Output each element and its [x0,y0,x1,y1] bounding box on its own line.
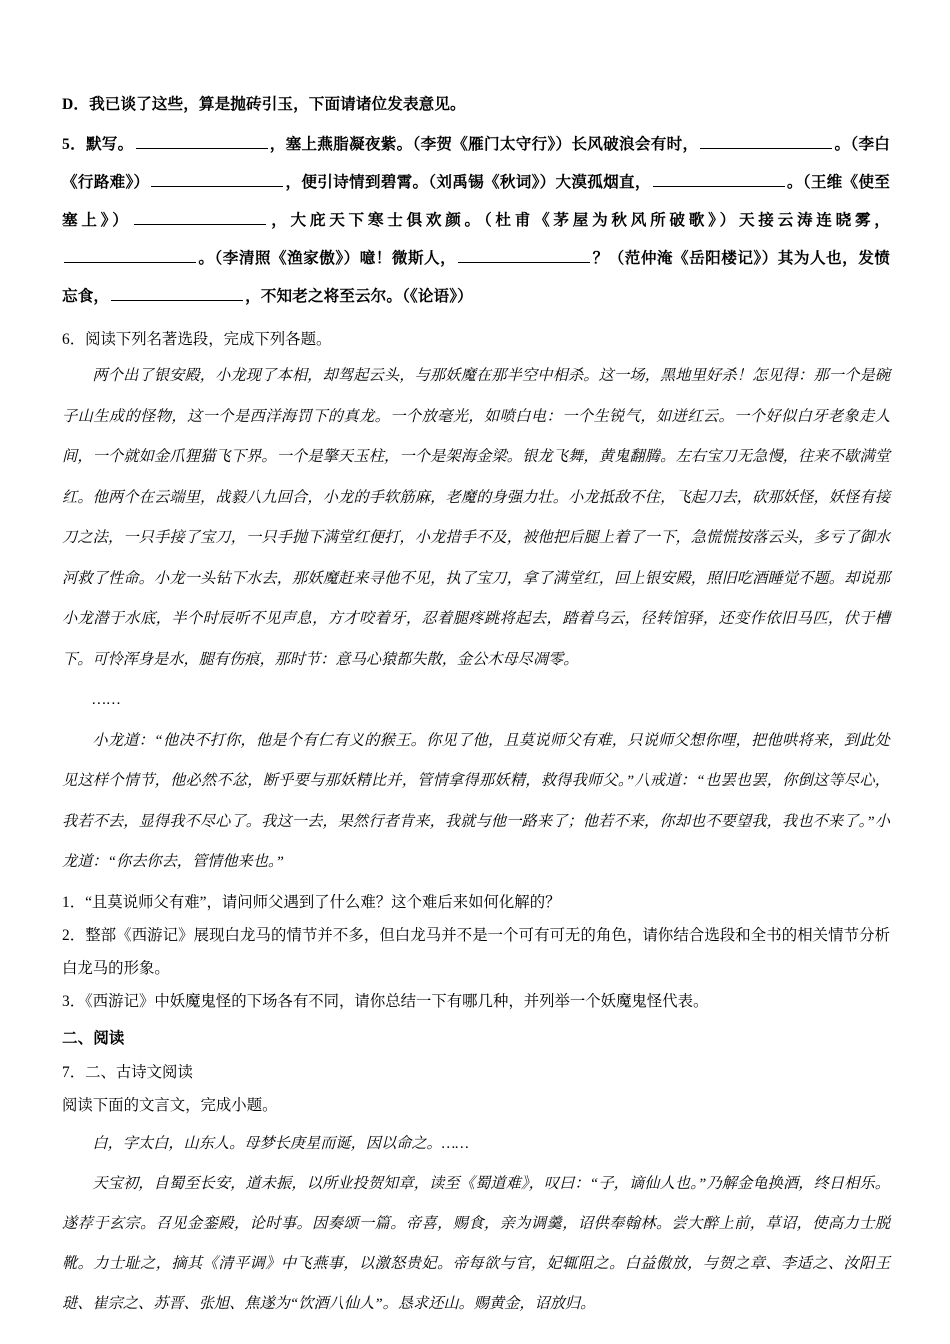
sub-question-3-number: 3． [62,992,86,1010]
sub-question-3-text: 《西游记》中妖魔鬼怪的下场各有不同，请你总结一下有哪几种，并列举一个妖魔鬼怪代表。 [85,992,709,1010]
choice-d-line [62,86,890,124]
question-7-heading-line [62,1056,890,1089]
question-6-passage-part-1: 两个出了银安殿，小龙现了本相，却驾起云头，与那妖魔在那半空中相杀。这一场，黑地里好杀！怎见得：那一个是碗子山生成的怪物，这一个是西洋海罚下的真龙。一个放毫光，如喷白电：一个生锐气，如迸红云。一个好似白牙老象走人间，一个就如金爪狸猫飞下界。一个是擎天玉柱，一个是架海金梁。银龙飞舞，黄鬼翻腾。左右宝刀无急慢，往来不歇满堂红。他两个在云端里，战毅八九回合，小龙的手软筋麻，老魔的身强力壮。小龙抵敌不住，飞起刀去，砍那妖怪，妖怪有接刀之法，一只手接了宝刀，一只手抛下满堂红便打，小龙措手不及，被他把后腿上着了一下，急慌慌按落云头，多亏了御水河救了性命。小龙一头钻下水去，那妖魔赶来寻他不见，执了宝刀，拿了满堂红，回上银安殿，照旧吃酒睡觉不题。却说那小龙潜于水底，半个时辰听不见声息，方才咬着牙，忍着腿疼跳将起去，踏着乌云，径转馆驿，还变作依旧马匹，伏于槽下。可怜浑身是水，腿有伤痕，那时节：意马心猿都失散，金公木母尽凋零。 [62,367,890,668]
question-5-seg-1: ，塞上燕脂凝夜紫。（李贺《雁门太守行》）长风破浪会有时， [269,136,699,153]
question-5-seg-6: 。（李清照《渔家傲》）噫！微斯人， [198,250,457,267]
question-7-number: 7． [62,1063,86,1081]
answer-blank-3[interactable] [151,170,283,187]
sub-question-2-text: 整部《西游记》展现白龙马的情节并不多，但白龙马并不是一个可有可无的角色，请你结合选段和全书的相关情节分析白龙马的形象。 [62,926,890,977]
question-7-instruction: 阅读下面的文言文，完成小题。 [62,1096,278,1114]
question-6-prompt-line [62,323,890,356]
choice-d-label: D． [62,96,90,113]
question-5-prompt: 默写。 [85,136,134,153]
question-5-seg-8: ，不知老之将至云尔。（《论语》） [245,288,473,305]
question-5-seg-5: ，大庇天下寒士俱欢颜。（杜甫《茅屋为秋风所破歌》）天接云涛连晓雾， [267,212,890,229]
question-5-seg-2: 。（李白《行路难》） [62,136,891,191]
question-6-passage-ellipsis: …… [92,691,122,708]
answer-blank-6[interactable] [64,246,196,263]
sub-question-2-number: 2． [62,926,86,944]
question-5 [62,126,890,316]
answer-blank-7[interactable] [458,246,590,263]
answer-blank-5[interactable] [134,208,266,225]
question-6-passage-part-2: 小龙道：“他决不打你，他是个有仁有义的猴王。你见了他，且莫说师父有难，只说师父想你哩，把他哄将来，到此处见这样个情节，他必然不忿，断乎要与那妖精比并，管情拿得那妖精，救得我师父。”八戒道：“也罢也罢，你倒这等尽心，我若不去，显得我不尽心了。我这一去，果然行者肯来，我就与他一路来了；他若不来，你却也不要望我，我也不来了。”小龙道：“你去你去，管情他来也。” [62,731,890,870]
question-5-seg-3: ，便引诗情到碧霄。（刘禹锡《秋词》）大漠孤烟直， [285,174,651,191]
answer-blank-1[interactable] [136,132,268,149]
question-6-prompt: 阅读下列名著选段，完成下列各题。 [85,331,332,348]
sub-question-3 [62,985,890,1018]
answer-blank-4[interactable] [653,170,785,187]
sub-question-1 [62,886,890,919]
answer-blank-2[interactable] [700,132,832,149]
question-7-heading: 二、古诗文阅读 [85,1063,193,1081]
question-6-number: 6． [62,331,86,348]
question-7-passage-part-2: 天宝初，自蜀至长安，道未振，以所业投贺知章，读至《蜀道难》，叹曰：“子，谪仙人也。”乃解金龟换酒，终日相乐。遂荐于玄宗。召见金銮殿，论时事。因奏颂一篇。帝喜，赐食，亲为调羹，诏供奉翰林。尝大醉上前，草诏，使高力士脱靴。力士耻之，摘其《清平调》中飞燕事，以激怒贵妃。帝每欲与官，妃辄阻之。白益傲放，与贺之章、李适之、汝阳王琎、崔宗之、苏晋、张旭、焦遂为“饮酒八仙人”。恳求还山。赐黄金，诏放归。 [62,1175,890,1312]
choice-d-text: 我已谈了这些，算是抛砖引玉，下面请诸位发表意见。 [89,96,466,113]
question-5-seg-4: 。（王维《使至塞上》） [62,174,890,229]
question-5-number: 5． [62,136,86,153]
page-content [62,86,890,1324]
question-5-seg-7: ？（范仲淹《岳阳楼记》）其为人也，发愤忘食， [62,250,890,305]
sub-question-1-number: 1． [62,893,86,911]
section-2-title: 二、阅读 [62,1029,125,1047]
question-7-passage-part-1: 白，字太白，山东人。母梦长庚星而诞，因以命之。…… [92,1134,469,1152]
answer-blank-8[interactable] [111,284,243,301]
sub-question-1-text: “且莫说师父有难”，请问师父遇到了什么难？这个难后来如何化解的？ [85,893,561,911]
sub-question-2 [62,919,890,985]
